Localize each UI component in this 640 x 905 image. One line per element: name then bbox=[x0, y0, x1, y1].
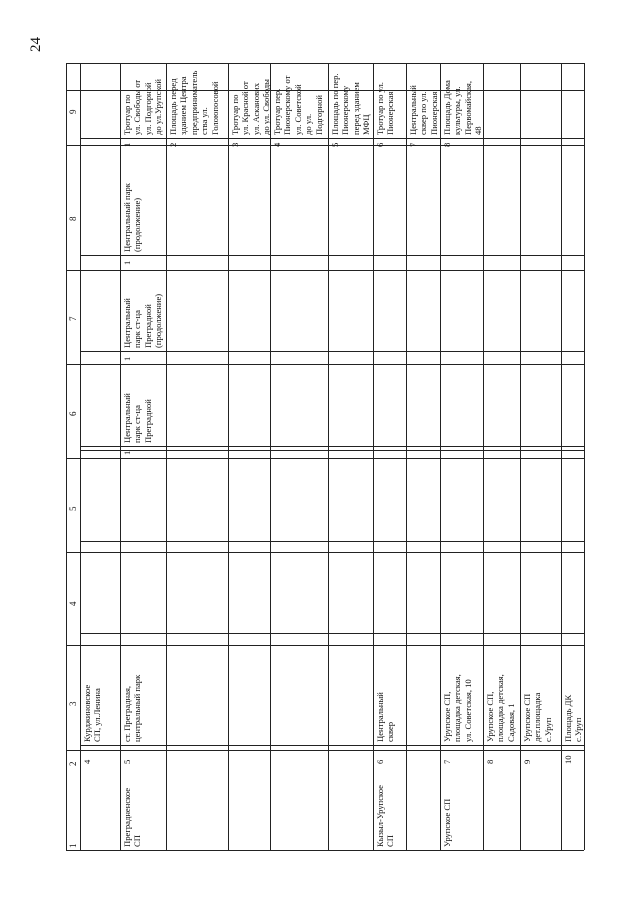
row-number: 3 bbox=[230, 142, 240, 147]
cell-c9: Центральный сквер по ул. Пионерская bbox=[408, 85, 439, 135]
row-number: 6 bbox=[375, 759, 385, 764]
cell-c3: Центральный сквер bbox=[375, 692, 396, 742]
row-number: 4 bbox=[272, 142, 282, 147]
column-header: 7 bbox=[68, 316, 78, 321]
row-number: 2 bbox=[168, 142, 178, 147]
column-header: 2 bbox=[68, 761, 78, 766]
column-header: 9 bbox=[68, 109, 78, 114]
row-separator bbox=[520, 63, 521, 850]
subcolumn-rule bbox=[80, 450, 584, 451]
row-separator bbox=[561, 63, 562, 850]
cell-c3: Площадь ДК с.Уруп bbox=[563, 694, 584, 742]
column-separator bbox=[66, 142, 584, 147]
column-separator bbox=[66, 364, 584, 365]
row-number: 1 bbox=[122, 260, 132, 265]
number-column-separator bbox=[80, 255, 584, 256]
cell-c2: Преградненское СП bbox=[122, 787, 143, 847]
cell-c3: ст. Преградная, центральный парк bbox=[122, 674, 143, 742]
cell-c8: Центральный парк (продолжение) bbox=[122, 183, 143, 252]
row-number: 4 bbox=[82, 759, 92, 764]
column-header: 6 bbox=[68, 411, 78, 416]
row-number: 1 bbox=[122, 356, 132, 361]
row-number: 8 bbox=[485, 759, 495, 764]
cell-c3: Урупское СП, площадка детская, ул. Советская, 10 bbox=[442, 674, 473, 742]
cell-c2: Урупское СП bbox=[442, 798, 452, 847]
cell-c9: Площадь по пер. Пионерскому перед зданием МФЦ bbox=[330, 73, 372, 135]
cell-c9: Тротуар по ул. Красной от ул. Асканових до ул. Свободы bbox=[230, 79, 272, 135]
cell-c6: Центральный парк ст-ца Преградной bbox=[122, 393, 153, 443]
column-header: 4 bbox=[68, 601, 78, 606]
row-number: 8 bbox=[442, 142, 452, 147]
row-separator bbox=[483, 63, 484, 850]
column-separator bbox=[66, 270, 584, 271]
cell-c3: Урупское СП дет.площадка с.Уруп bbox=[522, 692, 553, 742]
row-separator bbox=[270, 63, 271, 850]
row-number: 5 bbox=[122, 759, 132, 764]
column-separator bbox=[66, 850, 584, 851]
row-separator bbox=[80, 63, 81, 850]
column-header: 5 bbox=[68, 506, 78, 511]
cell-c9: Площадь Дома культуры, ул. Первомайская, 48 bbox=[442, 80, 484, 135]
row-separator bbox=[584, 63, 585, 850]
number-column-separator bbox=[80, 138, 584, 139]
number-column-separator bbox=[80, 446, 584, 447]
row-separator bbox=[440, 63, 441, 850]
cell-c9: Тротуар по ул. Свободы от ул. Подгорной до ул.Урупской bbox=[122, 78, 164, 135]
row-number: 7 bbox=[408, 142, 418, 147]
row-separator bbox=[120, 63, 121, 850]
row-separator bbox=[228, 63, 229, 850]
row-separator bbox=[166, 63, 167, 850]
row-number: 7 bbox=[442, 759, 452, 764]
subcolumn-rule bbox=[80, 541, 584, 542]
page-number: 24 bbox=[28, 37, 44, 52]
subcolumn-rule bbox=[80, 633, 584, 634]
column-separator bbox=[66, 750, 584, 751]
column-separator bbox=[66, 552, 584, 553]
row-number: 5 bbox=[330, 142, 340, 147]
cell-c2: Кызыл-Урупское СП bbox=[375, 784, 396, 847]
cell-c9: Площадь перед зданием Центра предприниматель ства ул. Голоюпосовой bbox=[168, 70, 220, 135]
cell-c3: Курджиновское СП, ул.Ленина bbox=[82, 684, 103, 742]
row-number: 1 bbox=[122, 142, 132, 147]
column-header: 3 bbox=[68, 701, 78, 706]
cell-c7: Центральный парк ст-ца Преградной (продолжение) bbox=[122, 293, 164, 348]
cell-c9: Тротуар по ул. Пионерская bbox=[375, 82, 396, 135]
cell-c3: Урупское СП, площадка детская, Садовая, 1 bbox=[485, 674, 516, 742]
row-separator bbox=[373, 63, 374, 850]
column-separator bbox=[66, 645, 584, 646]
row-separator bbox=[406, 63, 407, 850]
column-header: 8 bbox=[68, 216, 78, 221]
cell-c9: Тротуар пер. Пионерскому от ул. Советской до ул. Подгорной bbox=[272, 75, 324, 135]
column-header: 1 bbox=[68, 843, 78, 848]
row-separator bbox=[328, 63, 329, 850]
number-column-separator bbox=[80, 351, 584, 352]
number-column-separator bbox=[80, 745, 584, 746]
column-separator bbox=[66, 63, 584, 64]
row-number: 9 bbox=[522, 759, 532, 764]
row-number: 10 bbox=[563, 755, 573, 764]
row-number: 6 bbox=[375, 142, 385, 147]
row-separator bbox=[66, 63, 67, 850]
row-number: 1 bbox=[122, 450, 132, 455]
column-separator bbox=[66, 458, 584, 459]
